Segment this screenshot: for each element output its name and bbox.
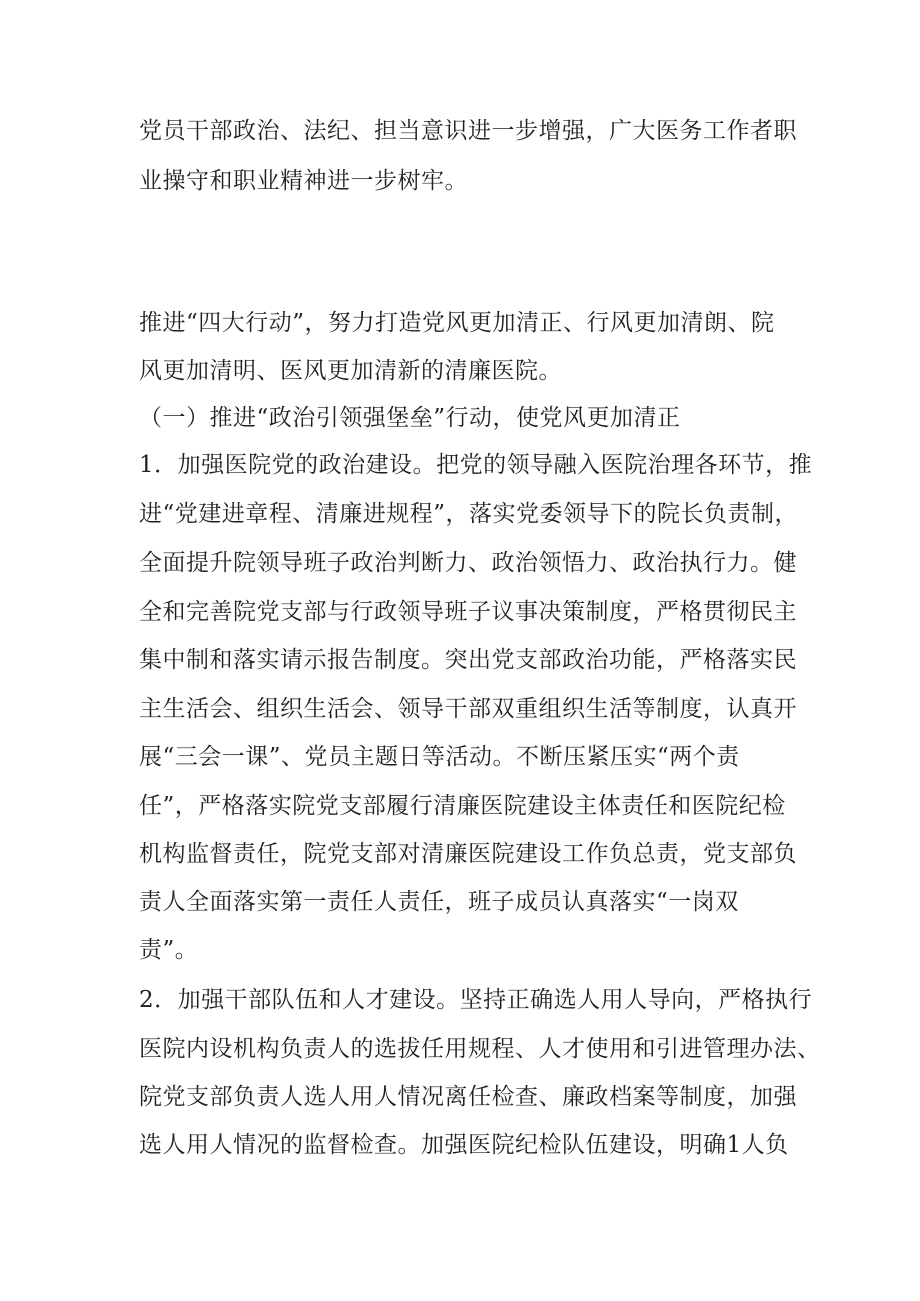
text-line: 1．加强医院党的政治建设。把党的领导融入医院治理各环节，推 <box>139 452 813 478</box>
text-line: 主生活会、组织生活会、领导干部双重组织生活等制度，认真开 <box>139 696 797 722</box>
text-line: 院党支部负责人选人用人情况离任检查、廉政档案等制度，加强 <box>139 1084 797 1110</box>
text-line: 业操守和职业精神进一步树牢。 <box>139 168 468 194</box>
text-line: 全和完善院党支部与行政领导班子议事决策制度，严格贯彻民主 <box>139 599 797 625</box>
text-line: 全面提升院领导班子政治判断力、政治领悟力、政治执行力。健 <box>139 550 797 576</box>
text-line: 推进“四大行动”，努力打造党风更加清正、行风更加清朗、院 <box>139 310 775 336</box>
text-line: 医院内设机构负责人的选拔任用规程、人才使用和引进管理办法、 <box>139 1036 821 1062</box>
text-line: 进“党建进章程、清廉进规程”，落实党委领导下的院长负责制， <box>139 501 799 527</box>
text-line: 2．加强干部队伍和人才建设。坚持正确选人用人导向，严格执行 <box>139 987 813 1013</box>
text-line: 任”，严格落实院党支部履行清廉医院建设主体责任和医院纪检 <box>139 793 786 819</box>
section-heading: （一）推进“政治引领强堡垒”行动，使党风更加清正 <box>139 405 681 431</box>
text-line: 机构监督责任，院党支部对清廉医院建设工作负总责，党支部负 <box>139 841 797 867</box>
text-line: 责”。 <box>139 937 199 963</box>
text-line: 选人用人情况的监督检查。加强医院纪检队伍建设，明确1人负 <box>139 1132 789 1158</box>
text-line: 党员干部政治、法纪、担当意识进一步增强，广大医务工作者职 <box>139 118 797 144</box>
text-line: 责人全面落实第一责任人责任，班子成员认真落实“一岗双 <box>139 889 739 915</box>
text-line: 风更加清明、医风更加清新的清廉医院。 <box>139 358 562 384</box>
text-line: 集中制和落实请示报告制度。突出党支部政治功能，严格落实民 <box>139 647 797 673</box>
text-line: 展“三会一课”、党员主题日等活动。不断压紧压实“两个责 <box>139 744 740 770</box>
